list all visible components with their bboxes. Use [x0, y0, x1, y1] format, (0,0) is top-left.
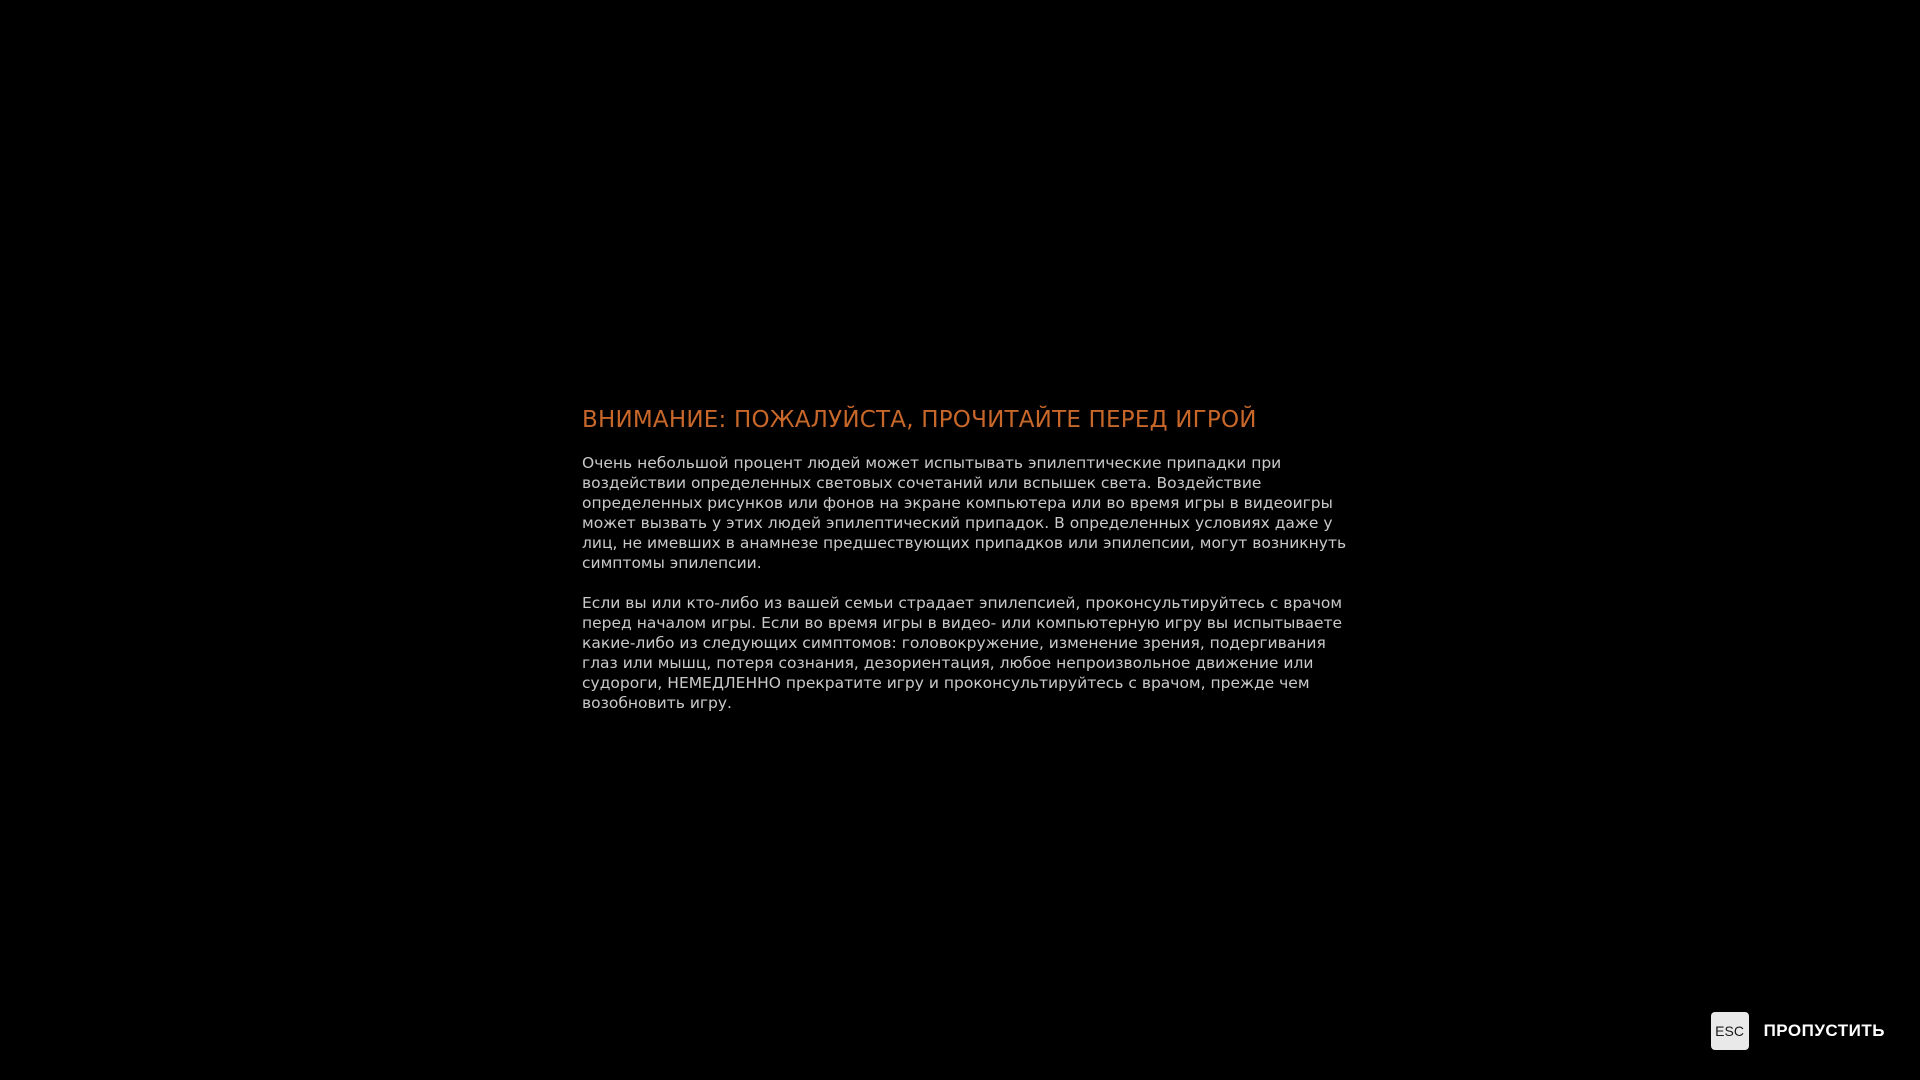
skip-button[interactable] [1711, 1012, 1885, 1050]
warning-paragraph: Если вы или кто-либо из вашей семьи страдает эпилепсией, проконсультируйтесь с врачом перед началом игры. Если во время игры в видео- или компьютерную игру вы испытываете какие-либо из следующих симптомов: головокружение, изменение зрения, подергивания глаз или мышц, потеря сознания, дезориентация, любое непроизвольное движение или судороги, НЕМЕДЛЕННО прекратите игру и проконсультируйтесь с врачом, прежде чем возобновить игру. [582, 594, 1343, 712]
warning-paragraph: Очень небольшой процент людей может испытывать эпилептические припадки при воздействии определенных световых сочетаний или вспышек света. Воздействие определенных рисунков или фонов на экране компьютера или во время игры в видеоигры может вызвать у этих людей эпилептический припадок. В определенных условиях даже у лиц, не имевших в анамнезе предшествующих припадков или эпилепсии, могут возникнуть симптомы эпилепсии. [582, 454, 1347, 572]
warning-title: ВНИМАНИЕ: ПОЖАЛУЙСТА, ПРОЧИТАЙТЕ ПЕРЕД ИГРОЙ [582, 407, 1257, 433]
esc-key-icon: ESC [1711, 1012, 1749, 1050]
epilepsy-warning [582, 405, 1362, 733]
skip-label: ПРОПУСТИТЬ [1763, 1021, 1885, 1040]
